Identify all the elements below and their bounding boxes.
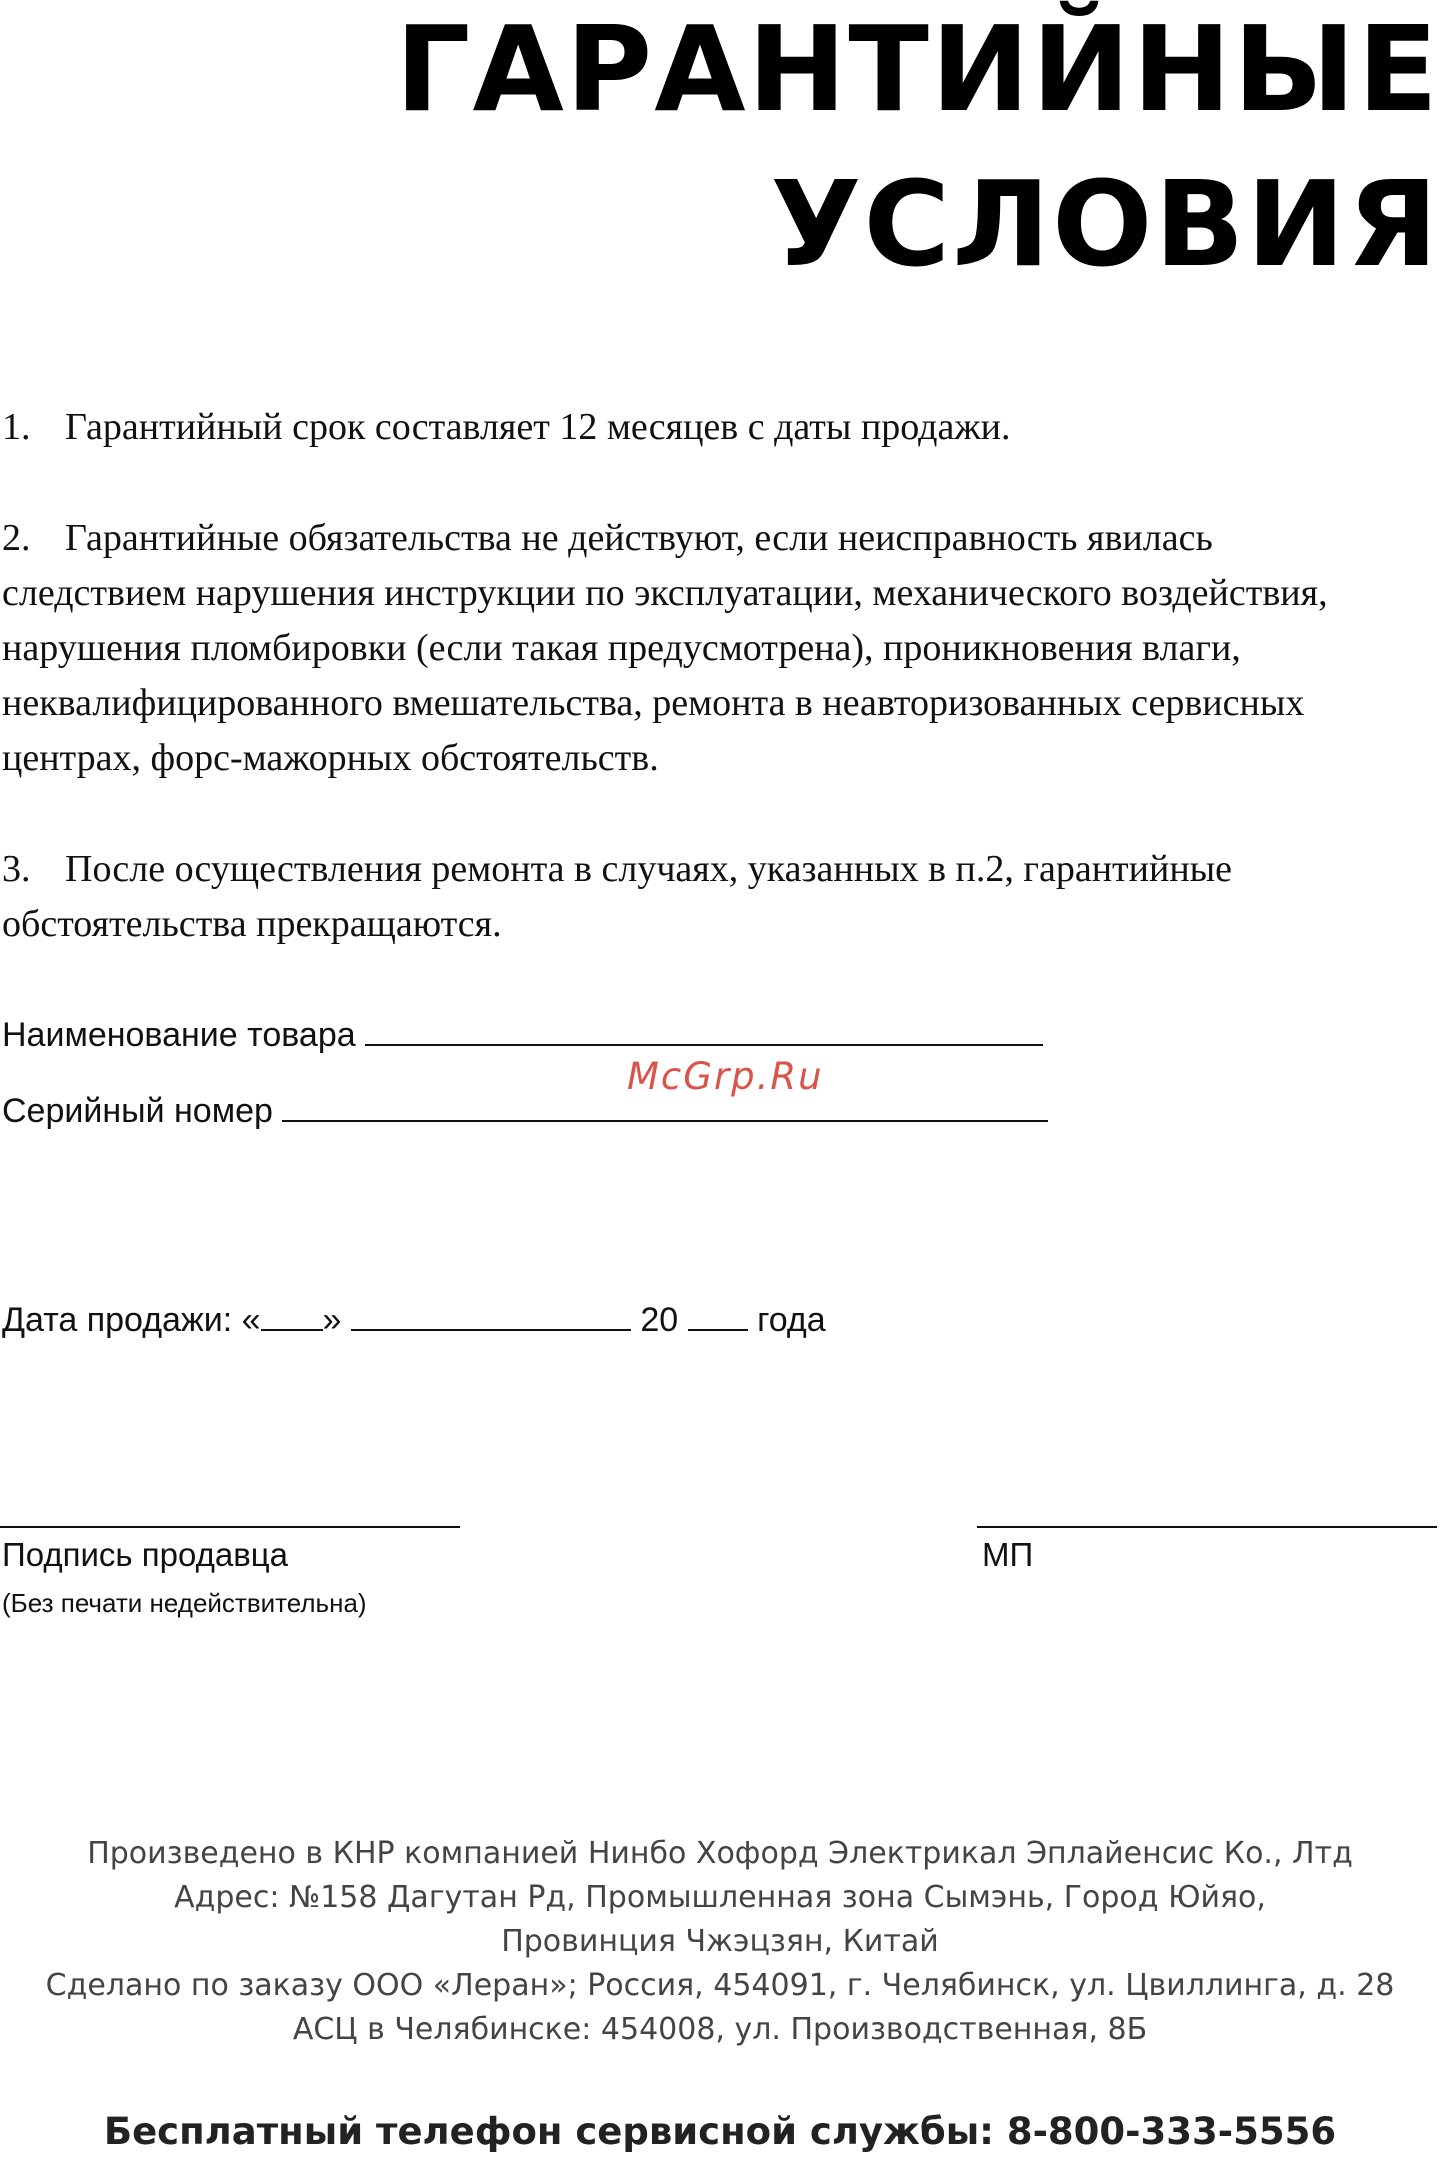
year-blank[interactable] [688, 1297, 748, 1331]
sale-date-label: Дата продажи: [2, 1301, 233, 1339]
month-blank[interactable] [351, 1297, 631, 1331]
product-name-row [2, 1012, 1043, 1055]
sale-date-row [2, 1297, 826, 1340]
seller-signature-label: Подпись продавца [2, 1536, 289, 1573]
year-prefix: 20 [640, 1301, 679, 1339]
watermark: McGrp.Ru [627, 1055, 824, 1098]
stamp-label: МП [982, 1536, 1034, 1573]
warranty-clauses [2, 400, 1402, 1008]
clause-number: 1. [2, 406, 31, 448]
product-name-blank[interactable] [365, 1012, 1043, 1046]
service-hotline: Бесплатный телефон сервисной службы: 8-800-333-5556 [103, 2110, 1337, 2153]
day-close-quote: » [322, 1301, 342, 1339]
serial-number-row [2, 1088, 1048, 1131]
serial-number-blank[interactable] [282, 1088, 1048, 1122]
footer-line: Сделано по заказу ООО «Леран»; Россия, 454091, г. Челябинск, ул. Цвиллинга, д. 28 [45, 1968, 1395, 2003]
day-blank[interactable] [261, 1297, 323, 1331]
clause-text: Гарантийный срок составляет 12 месяцев с даты продажи. [65, 406, 1011, 448]
clause-number: 2. [2, 517, 31, 559]
footer-line: АСЦ в Челябинске: 454008, ул. Производственная, 8Б [292, 2012, 1148, 2047]
clause-text: Гарантийные обязательства не действуют, если неисправность явилась следствием нарушения инструкции по эксплуатации, механического воздействия, нарушения пломбировки (если такая предусмотрена), проникновения влаги, неквалифицированного вмешательства, ремонта в неавторизованных сервисных центрах, форс-мажорных обстоятельств. [2, 517, 1328, 779]
page-title-line-1: ГАРАНТИЙНЫЕ [395, 0, 1440, 138]
day-open-quote: « [241, 1301, 261, 1339]
clause-2 [2, 511, 1402, 786]
serial-number-label: Серийный номер [2, 1092, 273, 1130]
year-suffix: года [757, 1301, 826, 1339]
seller-signature-line[interactable] [0, 1526, 460, 1528]
manufacturer-info [0, 1832, 1440, 2052]
footer-line: Произведено в КНР компанией Нинбо Хофорд Электрикал Эплайенсис Ко., Лтд [87, 1836, 1353, 1871]
clause-text: После осуществления ремонта в случаях, указанных в п.2, гарантийные обстоятельства прекращаются. [2, 848, 1233, 945]
no-stamp-note: (Без печати недействительна) [2, 1588, 367, 1618]
clause-3 [2, 842, 1402, 952]
footer-line: Провинция Чжэцзян, Китай [501, 1924, 939, 1959]
page-title-line-2: УСЛОВИЯ [770, 155, 1440, 293]
product-name-label: Наименование товара [2, 1016, 356, 1054]
footer-line: Адрес: №158 Дагутан Рд, Промышленная зона Сымэнь, Город Юйяо, [174, 1880, 1266, 1915]
stamp-line[interactable] [977, 1526, 1437, 1528]
clause-1 [2, 400, 1402, 455]
clause-number: 3. [2, 848, 31, 890]
